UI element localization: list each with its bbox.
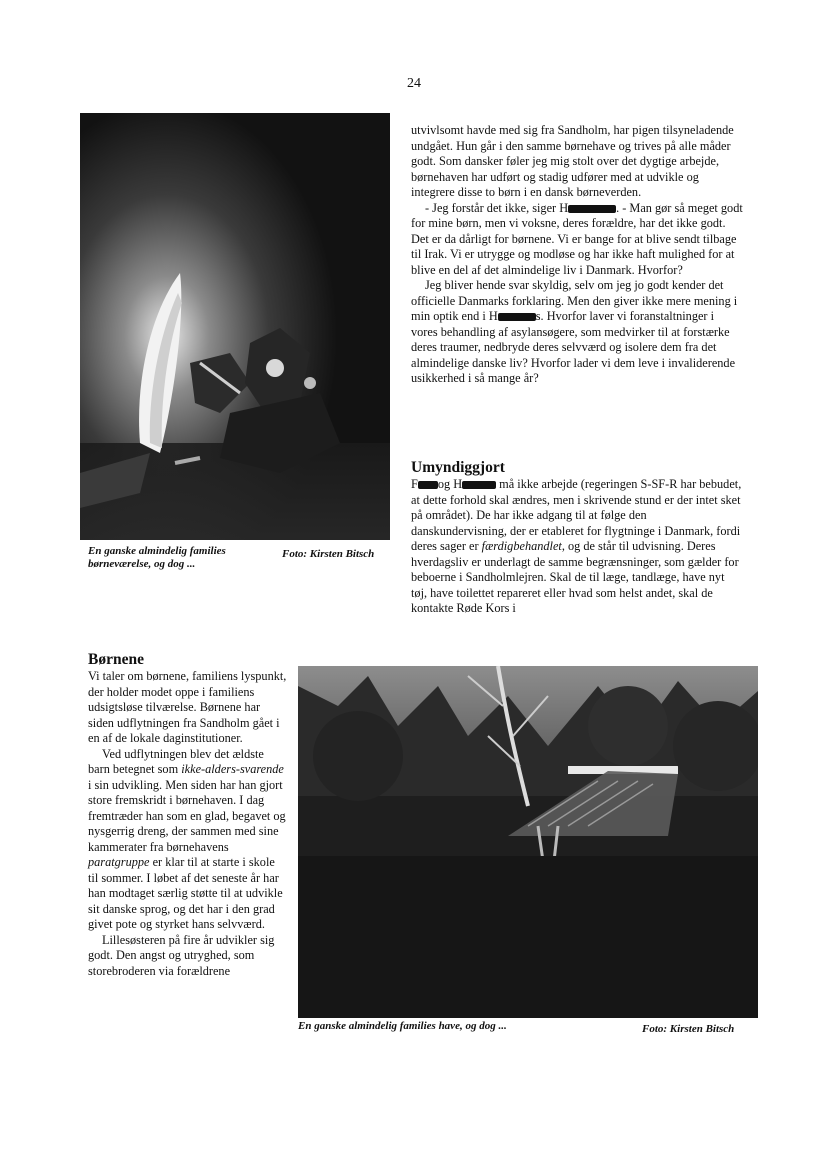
section-umyndiggjort: [411, 459, 743, 617]
paragraph: utvivlsomt havde med sig fra Sandholm, har pigen tilsyneladende undgået. Hun går i den samme børnehave og trives på alle måder godt. Som dansker føler jeg mig stolt over det dygtige arbejde, børnehaven har udført og stadig udfører med at udvikle og integrere disse to børn i en dansk børneverden.: [411, 123, 734, 199]
paragraph: Lillesøsteren på fire år udvikler sig godt. Den angst og utryghed, som storebroderen via forældrene: [88, 932, 275, 978]
redaction-mark: [568, 205, 616, 213]
photo-garden: [298, 666, 758, 1018]
redaction-mark: [462, 481, 496, 489]
photo-childrens-room: [80, 113, 390, 540]
photo2-caption: En ganske almindelig families have, og dog ...: [298, 1020, 507, 1032]
photo2-credit: Foto: Kirsten Bitsch: [642, 1023, 735, 1035]
paragraph: F og H må ikke arbejde (regeringen S-SF-R har bebudet, at dette forhold skal ændres, men i skrivende stund er der intet sket på området). De har ikke adgang til at følge den danskundervisning, der er etableret for flygtninge i Danmark, fordi deres sager er færdigbehandlet, og de står til udvisning. Deres hverdagsliv er underlagt de samme begrænsninger, som gælder for beboerne i Sandholmlejren. Skal de til læge, tandlæge, have nyt tøj, have toilettet repareret eller hvad som helst andet, skal de kontakte Røde Kors i: [411, 477, 742, 615]
article-top-column: [411, 123, 743, 387]
paragraph: Vi taler om børnene, familiens lyspunkt, der holder modet oppe i familiens udsigtsløse tilværelse. Børnene har siden udflytningen fra Sandholm gået i en af de lokale daginstitutioner.: [88, 669, 287, 745]
photo1-caption: En ganske almindelig families børneværelse, og dog ...: [88, 545, 226, 570]
section-heading: Umyndiggjort: [411, 459, 505, 476]
paragraph: Ved udflytningen blev det ældste barn betegnet som ikke-alders-svarende i sin udvikling. Men siden har han gjort store fremskridt i børnehaven. I dag fremtræder han som en glad, begavet og nysgerrig dreng, der sammen med sine kammerater fra børnehavens paratgruppe er klar til at starte i skole til sommer. I løbet af det seneste år har han modtaget særlig støtte til at udvikle sit danske sprog, og det har i den grad givet pote og styrket hans selvværd.: [88, 746, 286, 931]
paragraph: - Jeg forstår det ikke, siger H . - Man gør så meget godt for mine børn, men vi voksne, deres forældre, har det ikke godt. Det er da dårligt for børnene. Vi er bange for at blive sendt tilbage til Irak. Vi er utrygge og modløse og har ikke haft mulighed for at blive en del af det almindelige liv i Danmark. Hvorfor?: [411, 200, 743, 277]
page-number: 24: [407, 76, 421, 91]
redaction-mark: [498, 313, 536, 321]
redaction-mark: [418, 481, 438, 489]
photo1-credit: Foto: Kirsten Bitsch: [282, 548, 375, 560]
section-heading: Børnene: [88, 651, 144, 668]
section-boernene: [88, 651, 288, 979]
paragraph: Jeg bliver hende svar skyldig, selv om jeg jo godt kender det officielle Danmarks forklaring. Men den giver ikke mere mening i min optik end i H s. Hvorfor laver vi foranstaltninger i vores behandling af asylansøgere, som medvirker til at forstærke deres traumer, nedbryde deres selvværd og isolere dem fra det almindelige danske liv? Hvorfor lader vi dem leve i invaliderende usikkerhed i så mange år?: [411, 278, 738, 385]
